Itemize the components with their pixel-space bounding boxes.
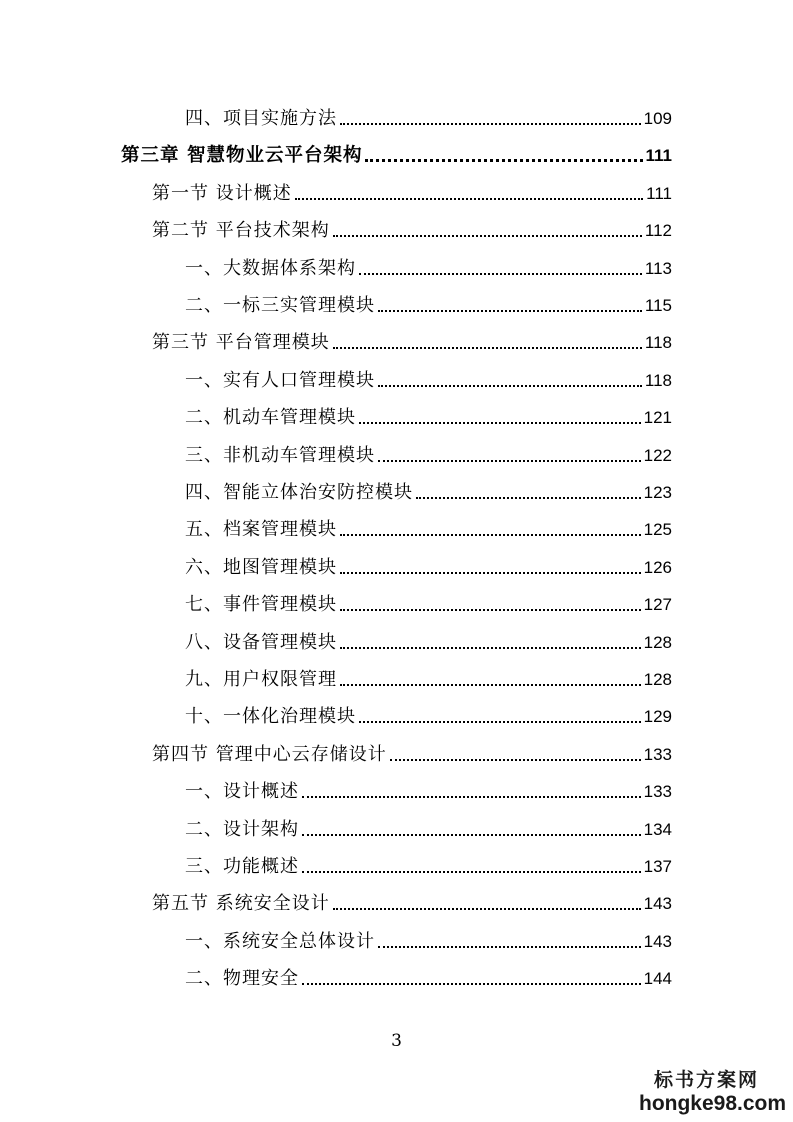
- toc-entry[interactable]: [185, 515, 672, 541]
- page-number: 3: [391, 1031, 402, 1051]
- toc-entry[interactable]: [185, 665, 672, 691]
- dot-leader: [333, 905, 641, 910]
- toc-entry-page: 127: [643, 595, 672, 615]
- dot-leader: [359, 270, 642, 275]
- toc-entry[interactable]: [185, 478, 672, 504]
- toc-entry-page: 118: [644, 333, 672, 353]
- toc-entry-page: 111: [645, 146, 672, 166]
- toc-entry[interactable]: [152, 179, 672, 205]
- dot-leader: [378, 943, 641, 948]
- toc-entry-title: 八、设备管理模块: [185, 631, 337, 653]
- dot-leader: [359, 419, 641, 424]
- dot-leader: [390, 756, 641, 761]
- toc-entry[interactable]: [185, 590, 672, 616]
- toc-entry-title: 第五节 系统安全设计: [152, 893, 330, 915]
- toc-entry[interactable]: [185, 403, 672, 429]
- toc-entry-title: 四、智能立体治安防控模块: [185, 482, 413, 503]
- toc-entry-page: 111: [646, 183, 672, 203]
- dot-leader: [333, 232, 642, 237]
- toc-entry[interactable]: [152, 889, 672, 915]
- dot-leader: [378, 457, 641, 462]
- toc-entry-title: 三、非机动车管理模块: [185, 444, 375, 466]
- toc-entry-page: 129: [643, 707, 672, 727]
- toc-entry-page: 143: [643, 931, 672, 951]
- toc-entry-title: 七、事件管理模块: [185, 594, 337, 616]
- toc-entry-title: 二、机动车管理模块: [185, 407, 356, 429]
- dot-leader: [340, 569, 641, 574]
- toc-entry[interactable]: [152, 740, 672, 766]
- toc-entry-title: 一、系统安全总体设计: [185, 930, 375, 952]
- toc-entry-page: 128: [643, 632, 672, 652]
- dot-leader: [302, 868, 641, 873]
- toc-entry[interactable]: [185, 852, 672, 878]
- toc-entry-title: 一、设计概述: [185, 781, 299, 803]
- toc-entry-title: 一、大数据体系架构: [185, 257, 356, 279]
- toc-entry[interactable]: [152, 328, 672, 354]
- watermark-name: 标书方案网: [653, 1069, 759, 1091]
- dot-leader: [340, 644, 641, 649]
- toc-entry[interactable]: [185, 441, 672, 467]
- toc-entry-page: 118: [644, 370, 672, 390]
- toc-entry-title: 第三章 智慧物业云平台架构: [121, 145, 363, 167]
- dot-leader: [340, 606, 641, 611]
- dot-leader: [378, 307, 642, 312]
- dot-leader: [340, 531, 641, 536]
- toc-entry-page: 128: [643, 670, 672, 689]
- dot-leader: [302, 793, 641, 798]
- toc-entry[interactable]: [185, 366, 672, 392]
- toc-entry-page: 112: [644, 221, 672, 241]
- toc-entry-title: 三、功能概述: [185, 856, 299, 877]
- toc-entry[interactable]: [185, 927, 672, 953]
- toc-entry-title: 十、一体化治理模块: [185, 706, 356, 728]
- toc-entry-page: 115: [644, 296, 672, 315]
- toc-entry-page: 122: [643, 445, 672, 465]
- toc-entry-title: 第三节 平台管理模块: [152, 332, 330, 354]
- toc-entry[interactable]: [185, 291, 672, 317]
- toc-entry[interactable]: [185, 964, 672, 990]
- dot-leader: [340, 120, 641, 125]
- toc-entry-page: 125: [643, 520, 672, 540]
- toc-entry-title: 二、一标三实管理模块: [185, 295, 375, 316]
- watermark: [639, 1065, 787, 1116]
- dot-leader: [333, 344, 642, 349]
- toc-entry[interactable]: [152, 216, 672, 242]
- toc-entry[interactable]: [185, 777, 672, 803]
- toc-entry[interactable]: [185, 815, 672, 841]
- toc-entry-page: 144: [643, 969, 672, 989]
- dot-leader: [295, 195, 643, 200]
- toc-entry[interactable]: [185, 104, 672, 130]
- toc-entry-page: 133: [643, 782, 672, 802]
- toc-entry-title: 一、实有人口管理模块: [185, 369, 375, 391]
- toc-entry-title: 九、用户权限管理: [185, 669, 337, 690]
- dot-leader: [302, 980, 641, 985]
- dot-leader: [378, 382, 642, 387]
- toc-entry-title: 二、物理安全: [185, 968, 299, 990]
- toc-entry-page: 126: [643, 557, 672, 577]
- toc-entry[interactable]: [185, 628, 672, 654]
- toc-entry[interactable]: [185, 254, 672, 280]
- watermark-domain: hongke98.com: [639, 1092, 787, 1115]
- toc-entry-page: 143: [643, 894, 672, 914]
- toc-entry[interactable]: [185, 702, 672, 728]
- toc-entry[interactable]: [121, 141, 672, 167]
- toc-entry-page: 123: [643, 483, 672, 502]
- toc-entry-title: 第二节 平台技术架构: [152, 220, 330, 242]
- toc-entry-title: 二、设计架构: [185, 818, 299, 840]
- dot-leader: [340, 681, 641, 686]
- toc-entry-title: 四、项目实施方法: [185, 108, 337, 129]
- toc-entry-page: 113: [644, 258, 672, 278]
- toc-entry-title: 第四节 管理中心云存储设计: [152, 743, 387, 765]
- dot-leader: [302, 831, 641, 836]
- toc-entry-page: 134: [643, 819, 672, 839]
- dot-leader: [359, 718, 641, 723]
- toc-entry-page: 109: [643, 109, 672, 128]
- toc-entry-title: 五、档案管理模块: [185, 519, 337, 541]
- toc-entry[interactable]: [185, 553, 672, 579]
- toc-entry-title: 六、地图管理模块: [185, 556, 337, 578]
- toc-entry-title: 第一节 设计概述: [152, 182, 292, 204]
- toc-entry-page: 121: [643, 408, 672, 428]
- toc-entry-page: 137: [643, 857, 672, 876]
- toc-entry-page: 133: [643, 744, 672, 764]
- dot-leader: [416, 494, 641, 499]
- dot-leader: [365, 156, 642, 162]
